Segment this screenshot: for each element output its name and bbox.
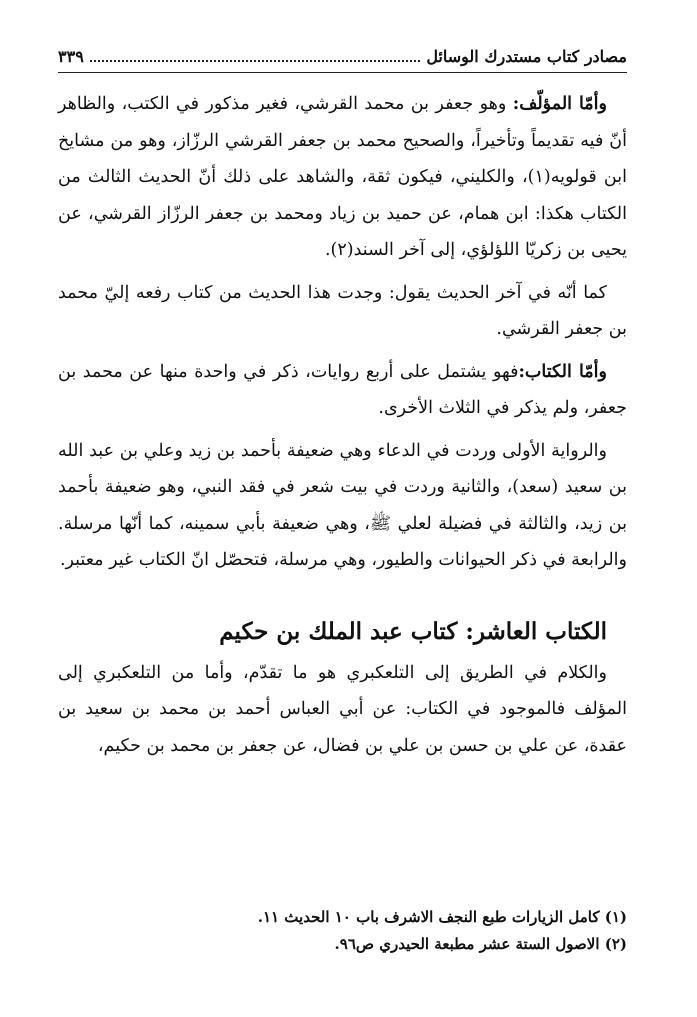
- paragraph-text: كما أنّه في آخر الحديث يقول: وجدت هذا الحديث من كتاب رفعه إليّ محمد بن جعفر القرشي.: [58, 282, 627, 339]
- paragraph-text: فهو يشتمل على أربع روايات، ذكر في واحدة منها عن محمد بن جعفر، ولم يذكر في الثلاث الأخرى.: [58, 361, 627, 418]
- paragraph-text: والرواية الأولى وردت في الدعاء وهي ضعيفة بأحمد بن زيد وعلي بن عبد الله بن سعيد (سعد)، والثانية وردت في بيت شعر في فقد النبي، وهو ضعيفة بأحمد بن زيد، والثالثة في فضيلة لعلي ﷺ، وهي ضعيفة بأبي سمينه، كما أنّها مرسلة. والرابعة في ذكر الحيوانات والطيور، وهي مرسلة، فتحصّل انّ الكتاب غير معتبر.: [58, 440, 627, 570]
- paragraph-lead: وأمّا الكتاب:: [518, 361, 607, 382]
- footnote-2: (٢) الاصول الستة عشر مطبعة الحيدري ص٩٦.: [334, 935, 627, 953]
- paragraph-note: [58, 275, 627, 348]
- paragraph-lead: وأمّا المؤلّف:: [512, 94, 607, 114]
- paragraph-narrations: [58, 433, 627, 579]
- paragraph-text: وهو جعفر بن محمد القرشي، فغير مذكور في الكتب، والظاهر أنّ فيه تقديماً وتأخيراً، والصحيح محمد بن جعفر القرشي الرزّاز، وهو من مشايخ ابن قولويه(١)، والكليني، فيكون ثقة، والشاهد على ذلك أنّ الحديث الثالث من الكتاب هكذا: ابن همام، عن حميد بن زياد ومحمد بن جعفر الرزّاز القرشي، عن يحيى بن زكريّا اللؤلؤي، إلى آخر السند(٢).: [58, 94, 627, 260]
- header-rule: [58, 72, 627, 73]
- page-number: ٣٣٩: [58, 46, 84, 66]
- section-heading: الكتاب العاشر: كتاب عبد الملك بن حكيم: [219, 617, 607, 645]
- footnotes: [58, 904, 627, 958]
- running-header: [58, 44, 627, 68]
- paragraph-book: [58, 354, 627, 427]
- footnote-1: (١) كامل الزيارات طبع النجف الاشرف باب ١٠ الحديث ١١.: [257, 908, 627, 926]
- leader-dots: [90, 50, 421, 62]
- section-paragraph: والكلام في الطريق إلى التلعكبري هو ما تقدّم، وأما من التلعكبري إلى المؤلف فالموجود في الكتاب: عن أبي العباس أحمد بن محمد بن سعيد بن عقدة، عن علي بن حسن بن علي بن فضال، عن جعفر بن محمد بن حكيم،: [58, 662, 627, 756]
- page-body: [58, 86, 627, 770]
- paragraph-author: [58, 86, 627, 269]
- running-title: مصادر كتاب مستدرك الوسائل: [426, 46, 627, 66]
